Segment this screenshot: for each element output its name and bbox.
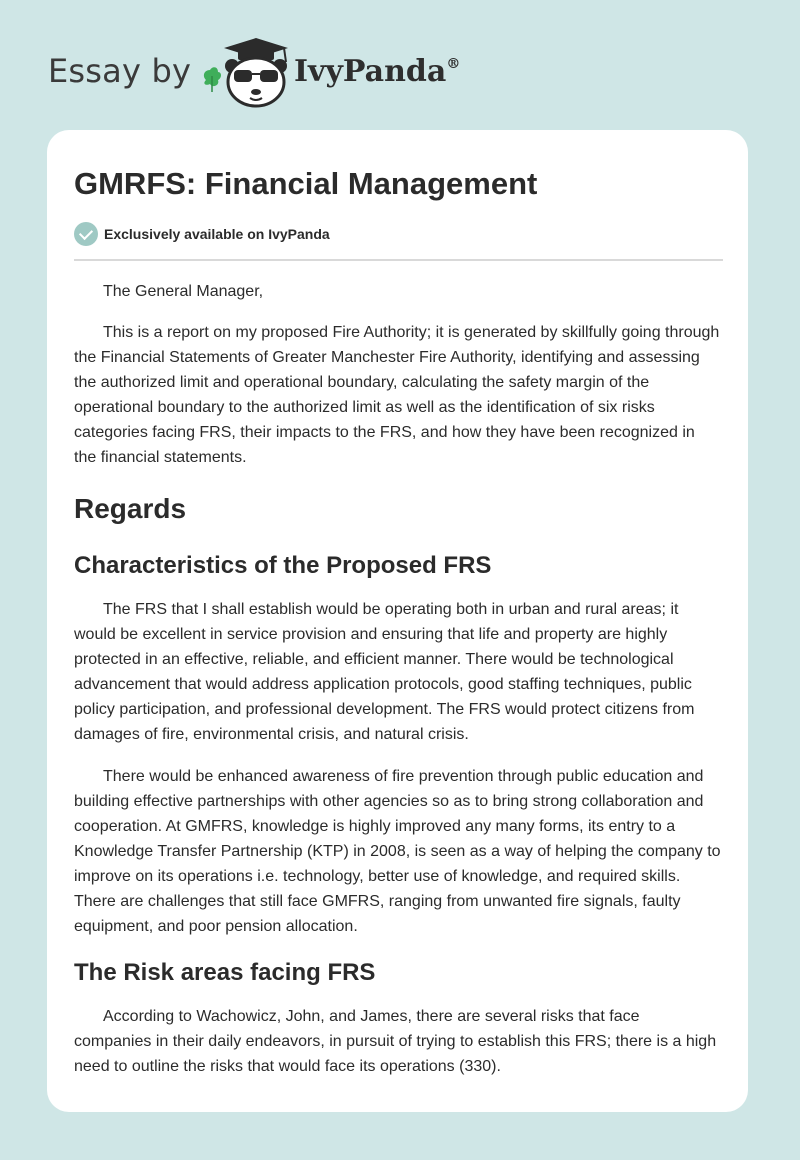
page-title: GMRFS: Financial Management — [74, 166, 538, 201]
heading-characteristics: Characteristics of the Proposed FRS — [74, 552, 492, 579]
check-icon — [74, 222, 98, 246]
brand-name[interactable] — [294, 54, 460, 89]
intro-paragraph: This is a report on my proposed Fire Authority; it is generated by skillfully going through the Financial Statements of Greater Manchester Fire Authority, identifying and assessing the authorized limit and operational boundary, calculating the safety margin of the operational boundary to the authorized limit as well as the identification of six risks categories facing FRS, their impacts to the FRS, and how they have been recognized in the financial statements. — [74, 324, 720, 466]
salutation: The General Manager, — [103, 283, 264, 300]
paragraph-characteristics-1: The FRS that I shall establish would be operating both in urban and rural areas; it would be excellent in service provision and ensuring that life and property are highly protected in an effective, reliable, and efficient manner. There would be technological advancement that would address application protocols, good staffing techniques, public policy participation, and professional development. The FRS would protect citizens from damages of fire, environmental crisis, and natural crisis. — [74, 601, 695, 743]
exclusive-label: Exclusively available on IvyPanda — [104, 226, 330, 242]
heading-risk-areas: The Risk areas facing FRS — [74, 959, 376, 986]
divider — [74, 259, 723, 261]
registered-mark: ® — [446, 56, 461, 72]
brand-text: IvyPanda — [294, 54, 447, 89]
essay-card — [47, 130, 748, 1112]
paragraph-risk-areas: According to Wachowicz, John, and James, there are several risks that face companies in their daily endeavors, in pursuit of trying to establish this FRS; there is a high need to outline the risks that would face its operations (330). — [74, 1008, 717, 1075]
exclusive-badge — [74, 220, 721, 248]
essay-body — [74, 279, 721, 1079]
heading-regards: Regards — [74, 493, 187, 524]
essay-by-label: Essay by — [48, 52, 192, 90]
site-header — [0, 0, 800, 130]
ivypanda-logo-icon[interactable] — [200, 36, 292, 108]
paragraph-characteristics-2: There would be enhanced awareness of fire prevention through public education and building effective partnerships with other agencies so as to bring strong collaboration and cooperation. At GMFRS, knowledge is highly improved any many forms, its entry to a Knowledge Transfer Partnership (KTP) in 2008, is seen as a way of helping the company to improve on its operations i.e. technology, better use of knowledge, and required skills. There are challenges that still face GMFRS, ranging from unwanted fire signals, faulty equipment, and poor pension allocation. — [74, 768, 721, 935]
